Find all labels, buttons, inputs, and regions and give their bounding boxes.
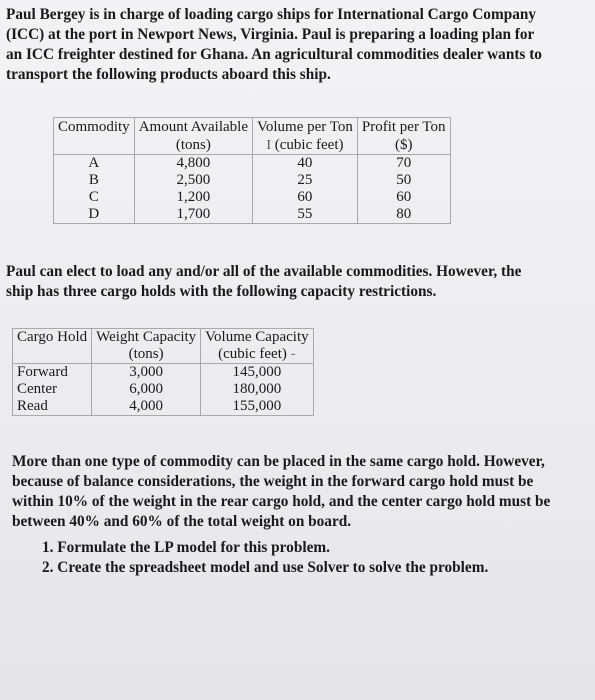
cell: 70 (357, 155, 450, 173)
header-unit: ($) (357, 136, 450, 155)
cell: 60 (357, 189, 450, 206)
header-unit (252, 136, 357, 155)
cell: 145,000 (201, 364, 313, 382)
cell: 6,000 (92, 381, 201, 398)
table-row (13, 381, 314, 398)
cell: 50 (357, 172, 450, 189)
header-unit: (tons) (134, 136, 252, 155)
task-item: 2. Create the spreadsheet model and use Solver to solve the problem. (42, 559, 489, 576)
cargo-hold-table (12, 328, 314, 416)
table-header-row (54, 118, 451, 137)
cell: 180,000 (201, 381, 313, 398)
table-row (13, 398, 314, 416)
cell: A (54, 155, 135, 173)
cell: 40 (252, 155, 357, 173)
table-row (13, 364, 314, 382)
header-volume-capacity: Volume Capacity (201, 329, 313, 347)
cell: 4,000 (92, 398, 201, 416)
capacity-line: ship has three cargo holds with the following capacity restrictions. (6, 283, 437, 300)
cell: B (54, 172, 135, 189)
table-row (54, 172, 451, 189)
constraints-line: More than one type of commodity can be placed in the same cargo hold. However, (12, 453, 545, 470)
constraints-line: because of balance considerations, the weight in the forward cargo hold must be (12, 473, 534, 490)
dash-mark-icon: - (290, 346, 296, 362)
task-item: 1. Formulate the LP model for this problem. (42, 539, 330, 556)
header-unit: (tons) (92, 346, 201, 364)
constraints-paragraph (12, 452, 592, 532)
cell: Read (13, 398, 92, 416)
cell: 80 (357, 206, 450, 224)
header-cargo-hold: Cargo Hold (13, 329, 92, 347)
intro-line: (ICC) at the port in Newport News, Virginia. Paul is preparing a loading plan for (6, 26, 535, 43)
header-commodity: Commodity (54, 118, 135, 137)
task-list (42, 538, 488, 578)
cell: 4,800 (134, 155, 252, 173)
capacity-line: Paul can elect to load any and/or all of the available commodities. However, the (6, 263, 522, 280)
header-amount-available: Amount Available (134, 118, 252, 137)
cell: C (54, 189, 135, 206)
cell: 3,000 (92, 364, 201, 382)
table-row (54, 206, 451, 224)
cell: 60 (252, 189, 357, 206)
commodity-table (53, 117, 451, 224)
header-volume-per-ton: Volume per Ton (252, 118, 357, 137)
intro-paragraph (6, 5, 591, 85)
cell: Center (13, 381, 92, 398)
header-weight-capacity: Weight Capacity (92, 329, 201, 347)
cell: 2,500 (134, 172, 252, 189)
table-row (54, 155, 451, 173)
constraints-line: between 40% and 60% of the total weight on board. (12, 513, 352, 530)
cell: D (54, 206, 135, 224)
header-unit (54, 136, 135, 155)
table-header-row (13, 346, 314, 364)
cell: 25 (252, 172, 357, 189)
header-unit-text: (cubic feet) (274, 137, 344, 153)
intro-line: an ICC freighter destined for Ghana. An agricultural commodities dealer wants to (6, 46, 542, 63)
cell: 1,700 (134, 206, 252, 224)
text-cursor-icon: I (266, 138, 272, 153)
header-unit-text: (cubic feet) (218, 346, 287, 362)
intro-line: transport the following products aboard this ship. (6, 66, 331, 83)
table-header-row (13, 329, 314, 347)
header-unit (201, 346, 313, 364)
header-unit (13, 346, 92, 364)
cell: 1,200 (134, 189, 252, 206)
table-header-row (54, 136, 451, 155)
header-profit-per-ton: Profit per Ton (357, 118, 450, 137)
intro-line: Paul Bergey is in charge of loading cargo ships for International Cargo Company (6, 6, 537, 23)
cell: 155,000 (201, 398, 313, 416)
cell: 55 (252, 206, 357, 224)
cell: Forward (13, 364, 92, 382)
constraints-line: within 10% of the weight in the rear cargo hold, and the center cargo hold must be (12, 493, 551, 510)
table-row (54, 189, 451, 206)
capacity-paragraph (6, 262, 591, 302)
